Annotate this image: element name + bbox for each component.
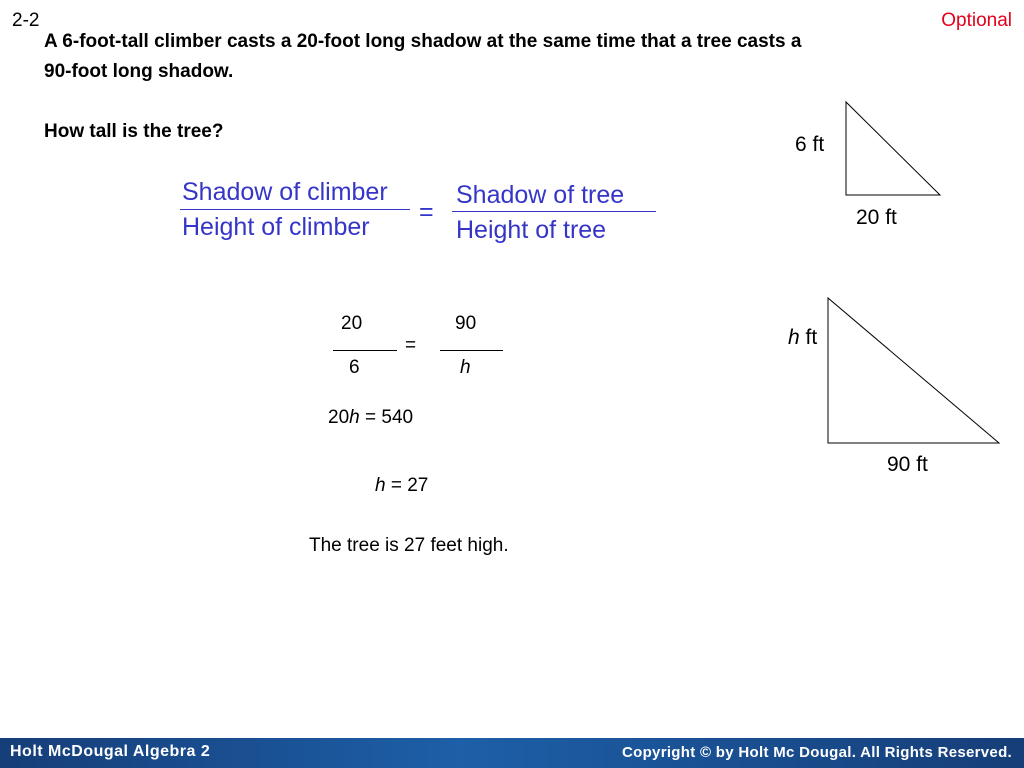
step2-variable: h (375, 475, 386, 496)
word-right-denominator: Height of tree (456, 216, 607, 244)
tree-height-variable: h (788, 326, 800, 349)
word-right-numerator: Shadow of tree (456, 181, 625, 209)
num-equals-sign: = (405, 335, 417, 356)
word-right-fraction-bar (452, 211, 656, 212)
word-equals-sign: = (419, 198, 434, 226)
answer-sentence: The tree is 27 feet high. (309, 535, 509, 556)
num-left-fraction-bar (333, 350, 397, 351)
problem-line-2: 90-foot long shadow. (44, 61, 234, 82)
step1-rest: = 540 (359, 407, 414, 428)
word-left-fraction-bar (180, 209, 410, 210)
optional-tag: Optional (941, 10, 1012, 31)
climber-height-label: 6 ft (795, 133, 825, 156)
problem-question: How tall is the tree? (44, 121, 224, 142)
step-equation-2 (375, 475, 428, 497)
step2-rest: = 27 (385, 475, 429, 496)
footer-course-title: Holt McDougal Algebra 2 (10, 743, 211, 760)
tree-height-label (788, 326, 817, 350)
num-right-numerator: 90 (455, 313, 477, 334)
tree-height-unit: ft (799, 326, 818, 349)
num-left-denominator: 6 (349, 357, 360, 378)
tree-triangle (820, 292, 1005, 449)
step1-variable: h (349, 407, 360, 428)
footer-copyright: Copyright © by Holt Mc Dougal. All Rights Reserved. (622, 744, 1012, 761)
climber-shadow-label: 20 ft (856, 206, 897, 229)
num-right-fraction-bar (440, 350, 503, 351)
footer-bar (0, 738, 1024, 768)
step-equation-1 (328, 407, 413, 429)
tree-shadow-label: 90 ft (887, 453, 928, 476)
word-left-denominator: Height of climber (182, 213, 370, 241)
climber-triangle (840, 98, 950, 200)
num-left-numerator: 20 (341, 313, 363, 334)
problem-line-1: A 6-foot-tall climber casts a 20-foot long shadow at the same time that a tree casts a (44, 31, 802, 52)
lesson-number: 2-2 (12, 10, 40, 31)
num-right-denominator: h (460, 357, 471, 378)
step1-coefficient: 20 (328, 407, 350, 428)
word-left-numerator: Shadow of climber (182, 178, 388, 206)
